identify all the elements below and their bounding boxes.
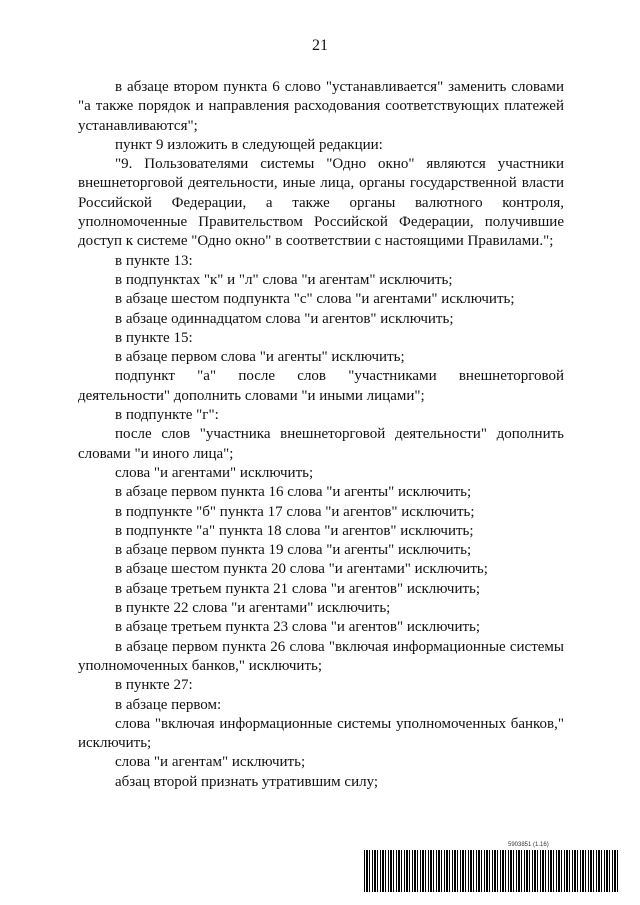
paragraph: в абзаце одиннадцатом слова "и агентов" исключить; [115,310,454,327]
paragraph: в пункте 27: [115,677,193,694]
paragraph: в абзаце первом пункта 19 слова "и агенты" исключить; [115,542,472,559]
paragraph: в абзаце шестом пункта 20 слова "и агентами" исключить; [115,561,488,578]
document-body [78,78,564,792]
paragraph: после слов "участника внешнеторговой деятельности" дополнить словами "и иного лица"; [78,426,564,462]
paragraph: слова "и агентам" исключить; [115,754,306,771]
paragraph: "9. Пользователями системы "Одно окно" являются участники внешнеторговой деятельности, иные лица, органы государственной власти Российской Федерации, а также органы валютного контроля, уполномоченные Правительством Российской Федерации, получившие доступ к системе "Одно окно" в соответствии с настоящими Правилами."; [78,156,564,250]
paragraph: абзац второй признать утратившим силу; [115,773,379,790]
page-number: 21 [312,37,328,54]
barcode [364,850,618,892]
paragraph: слова "и агентами" исключить; [115,464,314,481]
paragraph: в подпункте "б" пункта 17 слова "и агентов" исключить; [115,503,475,520]
paragraph: в абзаце третьем пункта 23 слова "и агентов" исключить; [115,619,481,636]
paragraph: в пункте 22 слова "и агентами" исключить; [115,600,391,617]
paragraph: в подпунктах "к" и "л" слова "и агентам" исключить; [115,271,453,288]
paragraph: в абзаце первом пункта 16 слова "и агенты" исключить; [115,484,472,501]
paragraph: в абзаце первом слова "и агенты" исключить; [115,349,405,366]
paragraph: подпункт "а" после слов "участниками внешнеторговой деятельности" дополнить словами "и иными лицами"; [78,368,564,404]
paragraph: в абзаце третьем пункта 21 слова "и агентов" исключить; [115,580,481,597]
paragraph: в абзаце первом: [115,696,222,713]
paragraph: в пункте 13: [115,252,193,269]
paragraph: в пункте 15: [115,329,193,346]
document-stamp: 5903851 (1.16) [508,842,549,848]
paragraph: слова "включая информационные системы уполномоченных банков," исключить; [78,715,564,752]
paragraph: пункт 9 изложить в следующей редакции: [115,136,383,153]
paragraph: в абзаце втором пункта 6 слово "устанавливается" заменить словами "а также порядок и направления расходования соответствующих платежей устанавливаются"; [78,79,564,134]
paragraph: в абзаце первом пункта 26 слова "включая информационные системы уполномоченных банков," исключить; [78,638,564,674]
paragraph: в подпункте "а" пункта 18 слова "и агентов" исключить; [115,522,474,539]
paragraph: в подпункте "г": [115,407,219,424]
paragraph: в абзаце шестом подпункта "с" слова "и агентами" исключить; [115,291,515,308]
barcode-bars [364,850,618,892]
